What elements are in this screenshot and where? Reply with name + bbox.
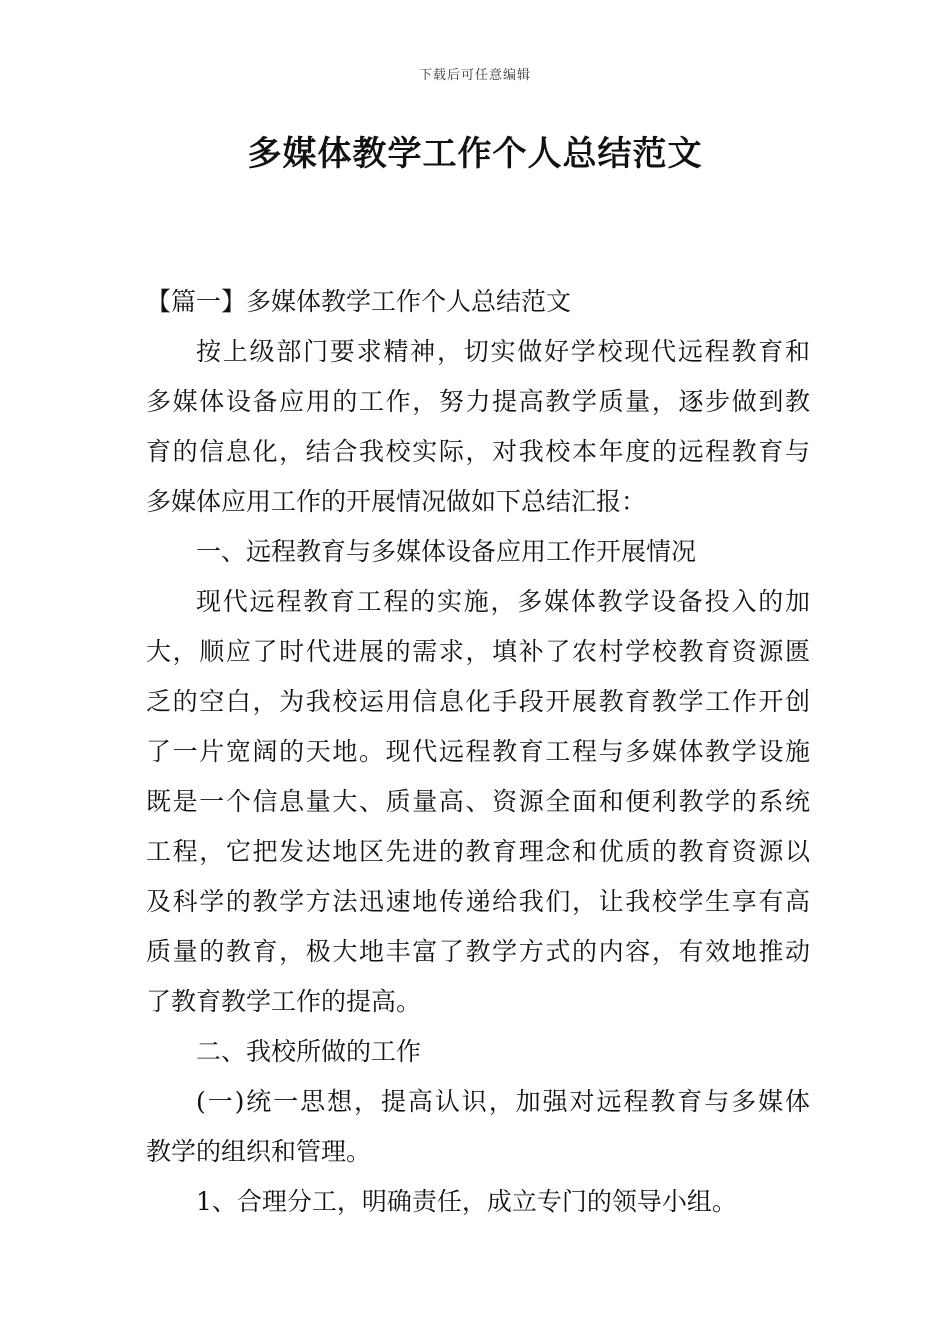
text-line: 二、我校所做的工作: [196, 1037, 422, 1066]
text-line: 多媒体应用工作的开展情况做如下总结汇报：: [146, 487, 647, 516]
text-line: 教学的组织和管理。: [146, 1137, 372, 1166]
document-body: [146, 277, 810, 1227]
text-line: (一)统一思想，提高认识，加强对远程教育与多媒体: [196, 1087, 810, 1116]
text-line: 及科学的教学方法迅速地传递给我们，让我校学生享有高: [146, 887, 810, 916]
text-line: 了一片宽阔的天地。现代远程教育工程与多媒体教学设施: [146, 737, 810, 766]
text-line: 一、远程教育与多媒体设备应用工作开展情况: [196, 537, 697, 566]
text-line: 1、合理分工，明确责任，成立专门的领导小组。: [196, 1187, 737, 1216]
text-line: 乏的空白，为我校运用信息化手段开展教育教学工作开创: [146, 687, 810, 716]
document-title: 多媒体教学工作个人总结范文: [247, 134, 703, 174]
text-line: 工程，它把发达地区先进的教育理念和优质的教育资源以: [146, 837, 810, 866]
text-line: 现代远程教育工程的实施，多媒体教学设备投入的加: [196, 587, 810, 616]
header-note: 下载后可任意编辑: [418, 68, 531, 83]
text-line: 了教育教学工作的提高。: [146, 987, 422, 1016]
text-line: 质量的教育，极大地丰富了教学方式的内容，有效地推动: [146, 937, 810, 966]
text-line: 既是一个信息量大、质量高、资源全面和便利教学的系统: [146, 787, 810, 816]
text-line: 【篇一】多媒体教学工作个人总结范文: [146, 287, 572, 316]
text-line: 多媒体设备应用的工作，努力提高教学质量，逐步做到教: [146, 387, 810, 416]
text-line: 大，顺应了时代进展的需求，填补了农村学校教育资源匮: [146, 637, 810, 666]
text-line: 育的信息化，结合我校实际，对我校本年度的远程教育与: [146, 437, 810, 466]
text-line: 按上级部门要求精神，切实做好学校现代远程教育和: [196, 337, 810, 366]
